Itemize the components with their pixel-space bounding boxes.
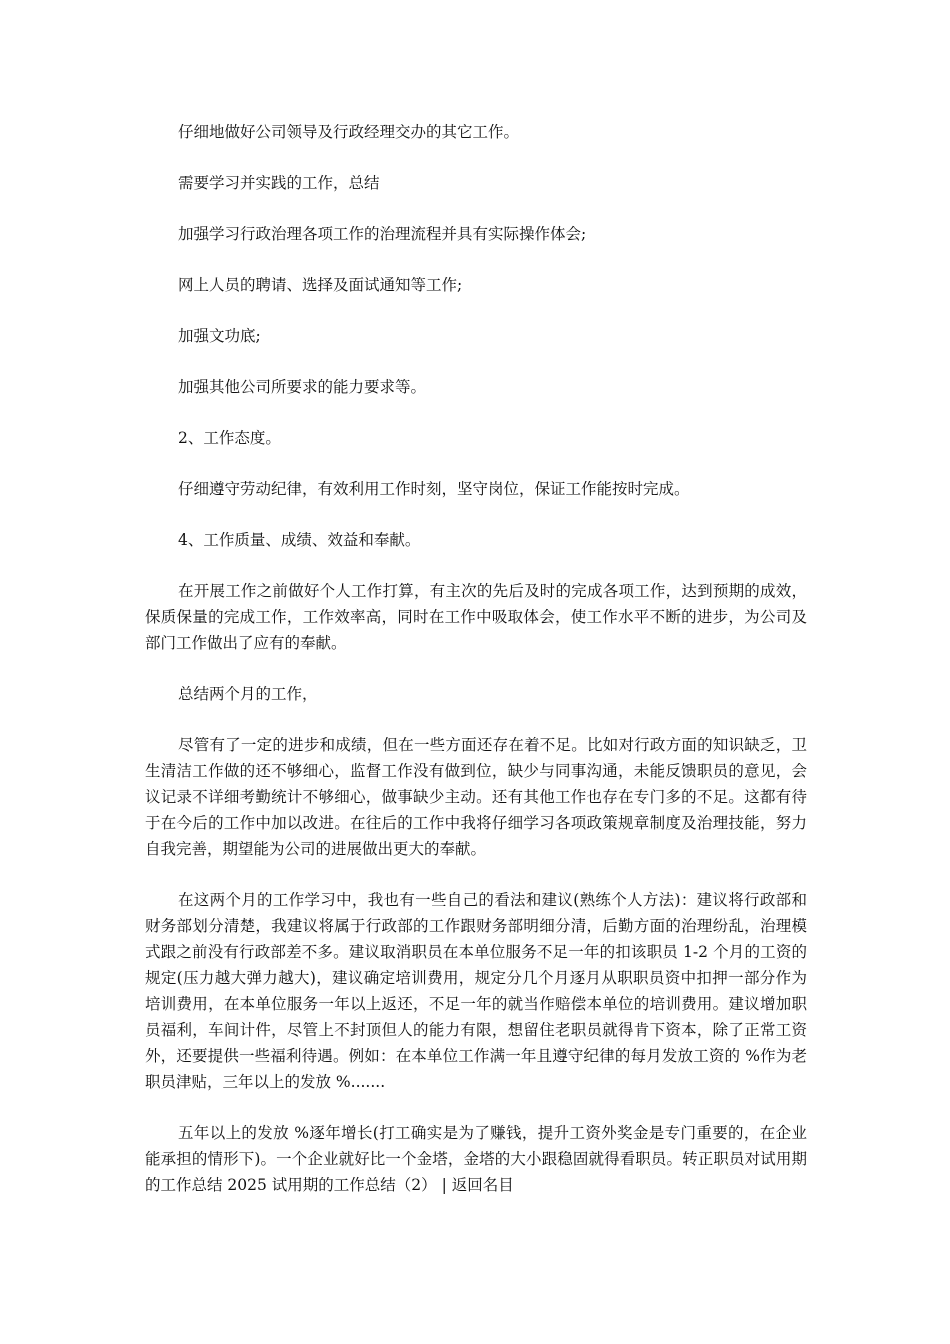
paragraph-4: 网上人员的聘请、选择及面试通知等工作; — [178, 276, 463, 294]
paragraph-13: 在这两个月的工作学习中，我也有一些自己的看法和建议(熟练个人方法)：建议将行政部和财务部划分清楚，我建议将属于行政部的工作跟财务部明细分清，后勤方面的治理纷乱，治理模式跟之前没有行政部差不多。建议取消职员在本单位服务不足一年的扣该职员 1-2 个月的工资的规定(压力越大弹力越大)，建议确定培训费用，规定分几个月逐月从职职员资中扣押一部分作为培训费用，在本单位服务一年以上返还，不足一年的就当作赔偿本单位的培训费用。建议增加职员福利，车间计件，尽管上不封顶但人的能力有限，想留住老职员就得肯下资本，除了正常工资外，还要提供一些福利待遇。例如：在本单位工作满一年且遵守纪律的每月发放工资的 %作为老职员津贴，三年以上的发放 %....... — [145, 891, 807, 1091]
paragraph-10: 在开展工作之前做好个人工作打算，有主次的先后及时的完成各项工作，达到预期的成效，保质保量的完成工作，工作效率高，同时在工作中吸取体会，使工作水平不断的进步，为公司及部门工作做出了应有的奉献。 — [145, 582, 807, 652]
paragraph-6: 加强其他公司所要求的能力要求等。 — [178, 378, 427, 396]
section-heading-attitude: 2、工作态度。 — [178, 429, 281, 447]
section-heading-quality: 4、工作质量、成绩、效益和奉献。 — [178, 531, 421, 549]
paragraph-1: 仔细地做好公司领导及行政经理交办的其它工作。 — [178, 123, 520, 141]
paragraph-8: 仔细遵守劳动纪律，有效利用工作时刻，坚守岗位，保证工作能按时完成。 — [178, 480, 690, 498]
paragraph-2: 需要学习并实践的工作，总结 — [178, 174, 380, 192]
paragraph-14: 五年以上的发放 %逐年增长(打工确实是为了赚钱，提升工资外奖金是专门重要的，在企业能承担的情形下)。一个企业就好比一个金塔，金塔的大小跟稳固就得看职员。转正职员对试用期的工作总结 2025 试用期的工作总结（2） | 返回名目 — [145, 1124, 807, 1194]
paragraph-5: 加强文功底; — [178, 327, 261, 345]
paragraph-12: 尽管有了一定的进步和成绩，但在一些方面还存在着不足。比如对行政方面的知识缺乏，卫生清洁工作做的还不够细心，监督工作没有做到位，缺少与同事沟通，未能反馈职员的意见，会议记录不详细考勤统计不够细心，做事缺少主动。还有其他工作也存在专门多的不足。这都有待于在今后的工作中加以改进。在往后的工作中我将仔细学习各项政策规章制度及治理技能，努力自我完善，期望能为公司的进展做出更大的奉献。 — [145, 736, 807, 858]
document-body — [145, 119, 807, 1223]
paragraph-11: 总结两个月的工作， — [178, 685, 318, 703]
paragraph-3: 加强学习行政治理各项工作的治理流程并具有实际操作体会; — [178, 225, 587, 243]
